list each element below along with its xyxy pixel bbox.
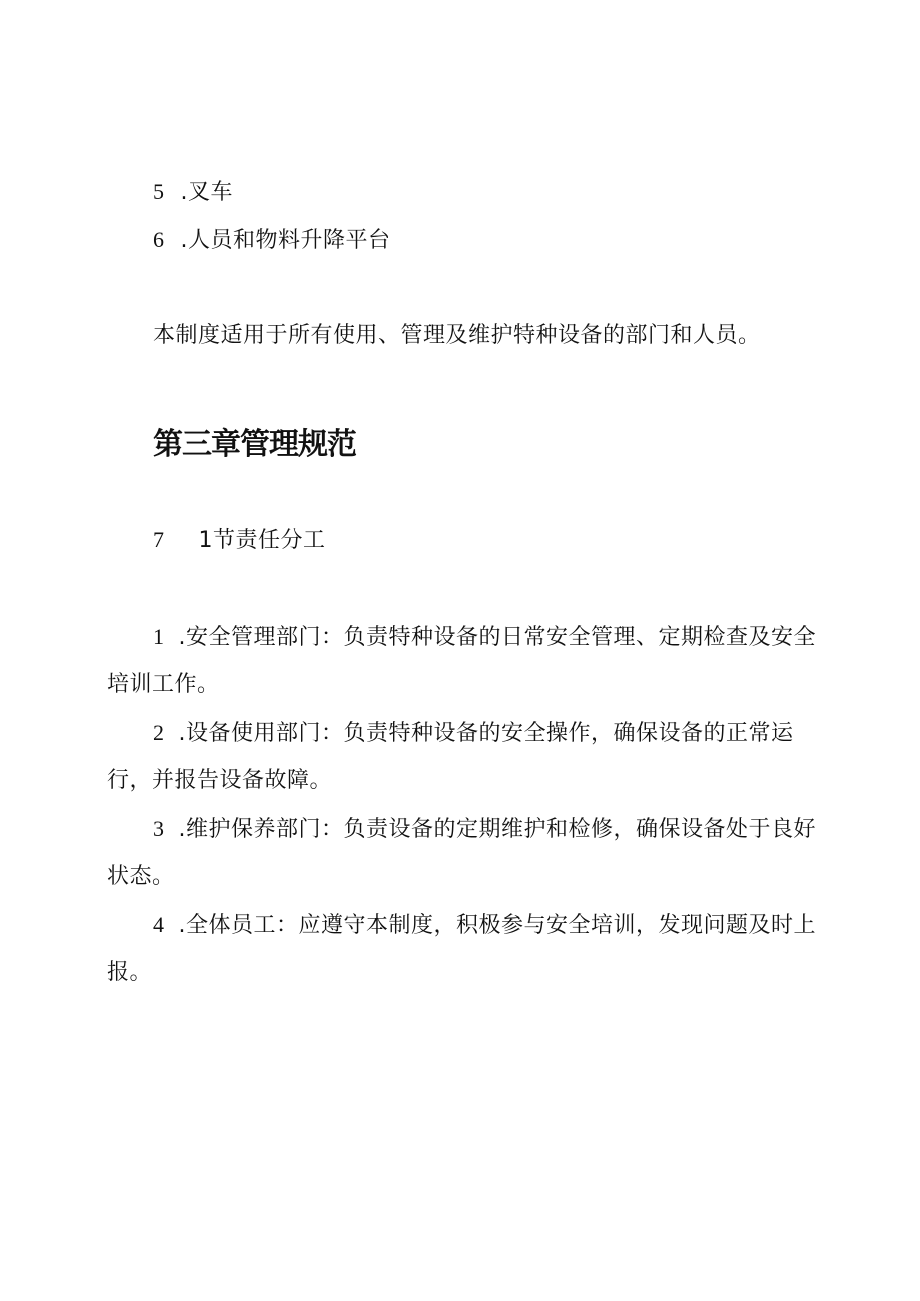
- duty-text: .设备使用部门：负责特种设备的安全操作，确保设备的正常运行，并报告设备故障。: [107, 721, 794, 793]
- duty-item-2: [107, 709, 817, 804]
- section-heading: [153, 527, 326, 554]
- list-item-6: [153, 227, 391, 254]
- list-item-number: 5: [153, 179, 165, 204]
- chapter-title: 第三章管理规范: [153, 427, 356, 462]
- scope-paragraph: 本制度适用于所有使用、管理及维护特种设备的部门和人员。: [153, 323, 761, 348]
- section-number: 7: [153, 527, 165, 552]
- duty-text: .维护保养部门：负责设备的定期维护和检修，确保设备处于良好状态。: [107, 817, 816, 889]
- section-text: 1节责任分工: [198, 528, 326, 553]
- duty-item-4: [107, 901, 817, 996]
- duty-number: 3: [153, 816, 165, 841]
- duty-text: .安全管理部门：负责特种设备的日常安全管理、定期检查及安全培训工作。: [107, 625, 816, 697]
- list-item-number: 6: [153, 227, 165, 252]
- duty-number: 2: [153, 720, 165, 745]
- list-item-5: [153, 179, 233, 206]
- duty-number: 1: [153, 624, 165, 649]
- duty-number: 4: [153, 912, 165, 937]
- list-item-text: .人员和物料升降平台: [180, 228, 391, 253]
- duty-item-1: [107, 613, 817, 708]
- list-item-text: .叉车: [180, 180, 233, 205]
- duty-item-3: [107, 805, 817, 900]
- duty-text: .全体员工：应遵守本制度，积极参与安全培训，发现问题及时上报。: [107, 913, 816, 985]
